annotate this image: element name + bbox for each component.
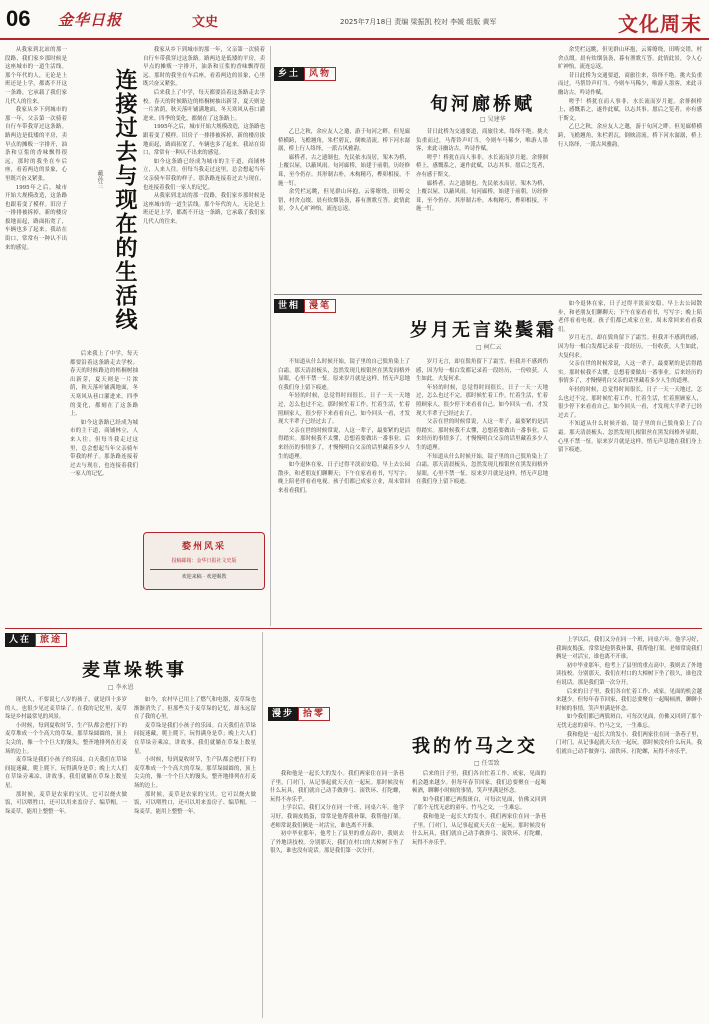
article-gudao-col2: 昔日此桥为交通要道，商旅往来，络绎不绝。挑夫负重而过，马帮铃声叮当。今则车马稀少，唯游人墨客，来此寻幽访古，吟诗作赋。 嗟乎！桥犹在而人事非，水长流而岁月逝。余徘徊桥上，感慨系之，遂作此赋，以志其事。愿后之览者，亦有感于斯文。 廊桥者，古之遗制也。先民依水而居，架木为桥，上覆以屋，以蔽风雨。旬河廊桥，始建于前朝，历经修葺，至今仍存。其形制古朴，木构精巧，榫卯相接，不施一钉。 — [416, 129, 548, 213]
article-maicao-title: 麦草垛轶事 — [82, 660, 187, 681]
article-zhuma-title: 我的竹马之交 — [412, 736, 538, 757]
article-left-col1: 从我家到北站的那一段路，我们家乡那时候是这座城市的一道生活线。那个年代的人，无论是上班还是上学，都离不开这一条路，它承载了我们家几代人的往来。 我家从乡下到城市的那一年，父亲第一次骑着自行车带我穿过这条路。路两边是低矮的平房，卖早点的摊贩一字排开，油条和豆浆的香味飘得很远。那时的我坐在车后座，看着两边的景象，心里既兴奋又紧张。 1995年之后，城市开始大规模改造，这条路也跟着变了模样。旧房子一排排被拆掉，新的楼房拔地而起，路面拓宽了，车辆也多了起来。我站在街口，常常有一种认不出来的感觉。 — [5, 47, 67, 251]
article-zhuma-col1: 我和他是一起长大的发小。我们两家住在同一条巷子里，门对门，从记事起就天天在一起玩。那时候没有什么玩具，我们就自己动手做弹弓、滚铁环、打陀螺，玩得不亦乐乎。 上学以后，我们又分在同一个班，同桌六年。他学习好，我调皮捣蛋，常常是他帮我补课，我帮他打架。老师常说我们俩是一对活宝，谁也离不开谁。 初中毕业那年，他考上了县里的重点高中，我则去了外地读技校。分别那天，我们在村口的大樟树下坐了很久，谁也没有说话。那是我们第一次分开。 — [270, 771, 404, 855]
paper-logo: 金华日报 — [58, 11, 123, 29]
column-seal: 婺州风采 投稿邮箱：金华日报社文史版 欢迎来稿 · 欢迎赐教 — [143, 532, 265, 590]
weekly-title: 文化周末 — [618, 12, 702, 36]
article-left-col3: 我家从乡下到城市的那一年，父亲第一次骑着自行车带我穿过这条路。路两边是低矮的平房，卖早点的摊贩一字排开，油条和豆浆的香味飘得很远。那时的我坐在车后座，看着两边的景象，心里既兴奋又紧张。 后来我上了中学，每天都要沿着这条路走去学校。春天的时候路边的梧桐树抽出新芽，夏天则是一片浓荫，秋天落叶铺满地面，冬天寒风从巷口灌进来。四季的变化，都刻在了这条路上。 1995年之后，城市开始大规模改造，这条路也跟着变了模样。旧房子一排排被拆掉，新的楼房拔地而起，路面拓宽了，车辆也多了起来。我站在街口，常常有一种认不出来的感觉。 如今这条路已经成为城市的主干道，商铺林立，人来人往。但每当我走过这里，总会想起当年父亲骑车带我的样子。那条路连接着过去与现在，也连接着我们一家人的记忆。 从我家到北站的那一段路，我们家乡那时候是这座城市的一道生活线。那个年代的人，无论是上班还是上学，都离不开这一条路，它承载了我们家几代人的往来。 — [143, 47, 265, 225]
article-zhuma-col2: 后来的日子里，我们各自忙着工作、成家，见面的机会越来越少。但每年春节回家，我们总要聚在一起喝顿酒，聊聊小时候的事情，笑声里满是怀念。 如今我们都已两鬓斑白，可每次见面，仿佛又回到了那个无忧无虑的童年。竹马之交，一生难忘。 我和他是一起长大的发小。我们两家住在同一条巷子里，门对门，从记事起就天天在一起玩。那时候没有什么玩具，我们就自己动手做弹弓、滚铁环、打陀螺，玩得不亦乐乎。 — [412, 771, 546, 846]
dateline: 2025年7月18日 责编 梁振凯 校对 李媛 组版 黄军 — [340, 18, 497, 26]
article-suiyue-col3: 如今退休在家，日子过得平淡而安稳。早上去公园散步，和老朋友们聊聊天；下午在家看看书，写写字；晚上陪老伴看看电视。孩子们都已成家立业，周末常回来看看我们。 岁月无言，却在鬓角留下了霜雪。但我并不感到伤感，因为每一根白发都记录着一段经历，一份收获。人生如此，夫复何求。 父亲在世的时候常说，人这一辈子，最要紧的是活得踏实。那时候我不太懂，总想着要做出一番事业。后来经历的事情多了，才慢慢明白父亲的话里藏着多少人生的道理。 年轻的时候，总觉得时间很长，日子一天一天地过，怎么也过不完。那时候忙着工作，忙着生活，忙着照顾家人，很少停下来看看自己。如今回头一看，才发现大半辈子已经过去了。 不知道从什么时候开始，镜子里的自己鬓角染上了白霜。那天清晨梳头，忽然发现几根银丝在黑发间格外显眼，心里不禁一怔。原来岁月就是这样，悄无声息地在我们身上留下痕迹。 — [558, 301, 702, 454]
tag-xiangtu: 乡土 风物 — [274, 66, 336, 82]
bottom-section-rule — [5, 628, 702, 629]
page-number: 06 — [6, 6, 31, 31]
article-left-title: 连接过去与现在的生活线 — [112, 68, 138, 332]
tag-xiaoyu: 漫步 拾零 — [268, 706, 330, 722]
article-suiyue-title: 岁月无言染鬓霜 — [410, 320, 557, 341]
article-gudao-byline: □ 吴建华 — [480, 116, 506, 123]
article-maicao-byline: □ 李永恩 — [108, 684, 134, 691]
article-zhuma-col3: 上学以后，我们又分在同一个班，同桌六年。他学习好，我调皮捣蛋，常常是他帮我补课，我帮他打架。老师常说我们俩是一对活宝，谁也离不开谁。 初中毕业那年，他考上了县里的重点高中，我则去了外地读技校。分别那天，我们在村口的大樟树下坐了很久，谁也没有说话。那是我们第一次分开。 后来的日子里，我们各自忙着工作、成家，见面的机会越来越少。但每年春节回家，我们总要聚在一起喝顿酒，聊聊小时候的事情，笑声里满是怀念。 如今我们都已两鬓斑白，可每次见面，仿佛又回到了那个无忧无虑的童年。竹马之交，一生难忘。 我和他是一起长大的发小。我们两家住在同一条巷子里，门对门，从记事起就天天在一起玩。那时候没有什么玩具，我们就自己动手做弹弓、滚铁环、打陀螺，玩得不亦乐乎。 — [556, 637, 702, 755]
article-suiyue-col1: 不知道从什么时候开始，镜子里的自己鬓角染上了白霜。那天清晨梳头，忽然发现几根银丝在黑发间格外显眼，心里不禁一怔。原来岁月就是这样，悄无声息地在我们身上留下痕迹。 年轻的时候，总觉得时间很长，日子一天一天地过，怎么也过不完。那时候忙着工作，忙着生活，忙着照顾家人，很少停下来看看自己。如今回头一看，才发现大半辈子已经过去了。 父亲在世的时候常说，人这一辈子，最要紧的是活得踏实。那时候我不太懂，总想着要做出一番事业。后来经历的事情多了，才慢慢明白父亲的话里藏着多少人生的道理。 如今退休在家，日子过得平淡而安稳。早上去公园散步，和老朋友们聊聊天；下午在家看看书，写写字；晚上陪老伴看看电视。孩子们都已成家立业，周末常回来看看我们。 — [278, 359, 410, 494]
section-label: 文史 — [192, 15, 219, 30]
article-suiyue-col2: 岁月无言，却在鬓角留下了霜雪。但我并不感到伤感，因为每一根白发都记录着一段经历，一份收获。人生如此，夫复何求。 年轻的时候，总觉得时间很长，日子一天一天地过，怎么也过不完。那时候忙着工作，忙着生活，忙着照顾家人，很少停下来看看自己。如今回头一看，才发现大半辈子已经过去了。 父亲在世的时候常说，人这一辈子，最要紧的是活得踏实。那时候我不太懂，总想着要做出一番事业。后来经历的事情多了，才慢慢明白父亲的话里藏着多少人生的道理。 不知道从什么时候开始，镜子里的自己鬓角染上了白霜。那天清晨梳头，忽然发现几根银丝在黑发间格外显眼，心里不禁一怔。原来岁月就是这样，悄无声息地在我们身上留下痕迹。 — [416, 359, 548, 486]
article-maicao-col2: 如今，农村早已用上了燃气和电器，麦草垛也渐渐消失了。但那些关于麦草垛的记忆，却永远留在了我的心里。 麦草垛是我们小孩子的乐园。白天我们在草垛间捉迷藏，爬上爬下，玩得满身是草；晚上大人们在草垛旁乘凉，讲故事，我们就躺在草垛上数星星。 小时候，每到夏收时节，生产队都会把打下的麦草堆成一个个高大的草垛。那草垛圆圆的，顶上尖尖的，像一个个巨大的馒头，整齐地排列在打麦场的边上。 那时候，麦草是农家的宝贝。它可以烧火做饭，可以喂牲口，还可以用来盖房子、编草帽。一垛麦草，能用上整整一年。 — [134, 697, 256, 815]
article-gudao-title: 旬河廊桥赋 — [430, 94, 535, 115]
article-left-col2: 后来我上了中学，每天都要沿着这条路走去学校。春天的时候路边的梧桐树抽出新芽，夏天则是一片浓荫，秋天落叶铺满地面，冬天寒风从巷口灌进来。四季的变化，都刻在了这条路上。 如今这条路已经成为城市的主干道，商铺林立，人来人往。但每当我走过这里，总会想起当年父亲骑车带我的样子。那条路连接着过去与现在，也连接着我们一家人的记忆。 — [70, 351, 138, 478]
section-rule — [274, 294, 702, 295]
article-maicao-col1: 现代人，不要说七八岁的孩子，就是四十多岁的人，也很少见过麦草垛了。在我的记忆里，麦草垛是乡村最常见的风景。 小时候，每到夏收时节，生产队都会把打下的麦草堆成一个个高大的草垛。那草垛圆圆的，顶上尖尖的，像一个个巨大的馒头，整齐地排列在打麦场的边上。 麦草垛是我们小孩子的乐园。白天我们在草垛间捉迷藏，爬上爬下，玩得满身是草；晚上大人们在草垛旁乘凉，讲故事，我们就躺在草垛上数星星。 那时候，麦草是农家的宝贝。它可以烧火做饭，可以喂牲口，还可以用来盖房子、编草帽。一垛麦草，能用上整整一年。 — [5, 697, 127, 815]
article-gudao-col1: 乙巳之秋，余应友人之邀，游于旬河之畔。但见廊桥横跨，飞檐翘角，朱栏碧瓦，倒映清流。桥下河水潺潺，桥上行人络绎，一派古风雅韵。 廊桥者，古之遗制也。先民依水而居，架木为桥，上覆以屋，以蔽风雨。旬河廊桥，始建于前朝，历经修葺，至今仍存。其形制古朴，木构精巧，榫卯相接，不施一钉。 余凭栏远眺，但见群山环抱，云雾缭绕，田畴交错，村舍点缀。晨有炊烟袅袅，暮有渔歌互答。此情此景，令人心旷神怡，流连忘返。 — [278, 129, 410, 213]
tag-shijian: 世相 漫笔 — [274, 298, 336, 314]
article-suiyue-byline: □ 柯仁云 — [476, 344, 502, 351]
article-gudao-col3: 余凭栏远眺，但见群山环抱，云雾缭绕，田畴交错，村舍点缀。晨有炊烟袅袅，暮有渔歌互答。此情此景，令人心旷神怡，流连忘返。 昔日此桥为交通要道，商旅往来，络绎不绝。挑夫负重而过，马帮铃声叮当。今则车马稀少，唯游人墨客，来此寻幽访古，吟诗作赋。 嗟乎！桥犹在而人事非，水长流而岁月逝。余徘徊桥上，感慨系之，遂作此赋，以志其事。愿后之览者，亦有感于斯文。 乙巳之秋，余应友人之邀，游于旬河之畔。但见廊桥横跨，飞檐翘角，朱栏碧瓦，倒映清流。桥下河水潺潺，桥上行人络绎，一派古风雅韵。 — [558, 47, 702, 148]
article-left-byline: 戴孙兰 — [96, 170, 103, 188]
article-zhuma-byline: □ 任雪致 — [474, 760, 500, 767]
column-divider-bottom — [262, 632, 263, 1018]
column-divider — [270, 46, 271, 626]
tag-renzai: 人在 旅途 — [5, 632, 67, 648]
